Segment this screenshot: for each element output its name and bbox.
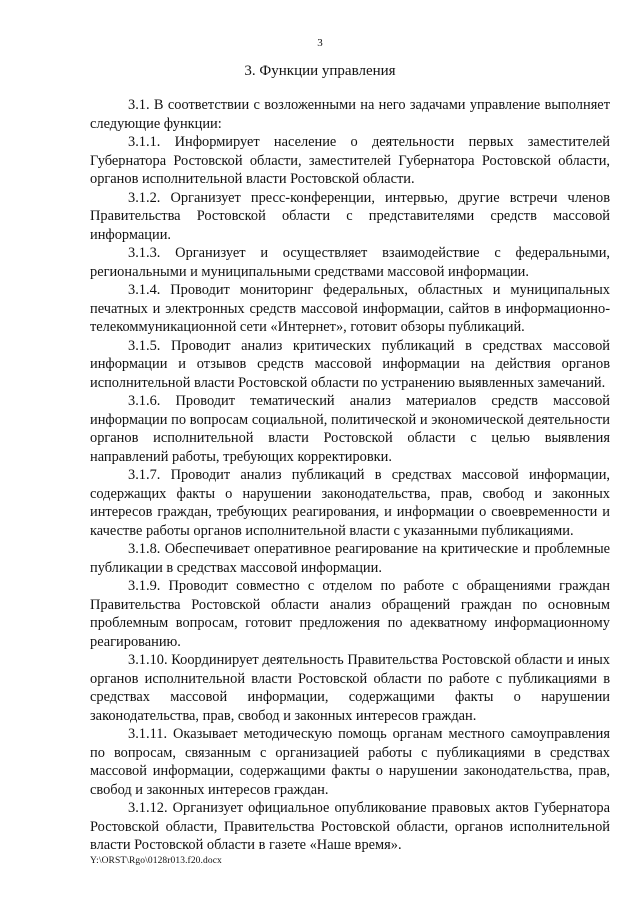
footer-file-path: Y:\ORST\Rgo\0128r013.f20.docx bbox=[90, 856, 222, 866]
section-title: 3. Функции управления bbox=[244, 63, 396, 79]
page-number: 3 bbox=[317, 37, 323, 49]
paragraph-3-1-9: 3.1.9. Проводит совместно с отделом по работе с обращениями граждан Правительства Ростовской области анализ обращений граждан по основным проблемным вопросам, готовит предложения по адекватному информационному реагированию. bbox=[90, 578, 610, 650]
paragraph-3-1-11: 3.1.11. Оказывает методическую помощь органам местного самоуправления по вопросам, связанным с организацией работы с публикациями в средствах массовой информации, содержащими факты о нарушении законодательства, прав, свобод и законных интересов граждан. bbox=[90, 726, 610, 798]
paragraph-3-1-10: 3.1.10. Координирует деятельность Правительства Ростовской области и иных органов исполнительной власти Ростовской области по работе с публикациями в средствах массовой информации, содержащими факты о нарушении законодательства, прав, свобод и законных интересов граждан. bbox=[90, 652, 610, 724]
paragraph-3-1-5: 3.1.5. Проводит анализ критических публикаций в средствах массовой информации и отзывов средств массовой информации на действия органов исполнительной власти Ростовской области по устранению выявленных замечаний. bbox=[90, 337, 610, 391]
paragraph-3-1: 3.1. В соответствии с возложенными на него задачами управление выполняет следующие функции: bbox=[90, 97, 610, 132]
paragraph-3-1-3: 3.1.3. Организует и осуществляет взаимодействие с федеральными, региональными и муниципальными средствами массовой информации. bbox=[90, 245, 610, 280]
paragraph-3-1-8: 3.1.8. Обеспечивает оперативное реагирование на критические и проблемные публикации в средствах массовой информации. bbox=[90, 541, 610, 576]
paragraph-3-1-12: 3.1.12. Организует официальное опубликование правовых актов Губернатора Ростовской области, Правительства Ростовской области, органов исполнительной власти Ростовской области в газете «Наше время». bbox=[90, 800, 610, 853]
paragraph-3-1-2: 3.1.2. Организует пресс-конференции, интервью, другие встречи членов Правительства Ростовской области с представителями средств массовой информации. bbox=[90, 189, 610, 243]
document-body bbox=[90, 96, 610, 855]
paragraph-3-1-6: 3.1.6. Проводит тематический анализ материалов средств массовой информации по вопросам социальной, политической и экономической деятельности органов исполнительной власти Ростовской области с целью выявления направлений работы, требующих корректировки. bbox=[90, 393, 610, 465]
paragraph-3-1-7: 3.1.7. Проводит анализ публикаций в средствах массовой информации, содержащих факты о нарушении законодательства, прав, свобод и законных интересов граждан, требующих реагирования, и информации о своевременности и качестве работы органов исполнительной власти с указанными публикациями. bbox=[90, 467, 610, 539]
paragraph-3-1-4: 3.1.4. Проводит мониторинг федеральных, областных и муниципальных печатных и электронных средств массовой информации, сайтов в информационно-телекоммуникационной сети «Интернет», готовит обзоры публикаций. bbox=[90, 282, 610, 335]
paragraph-3-1-1: 3.1.1. Информирует население о деятельности первых заместителей Губернатора Ростовской области, заместителей Губернатора Ростовской области, органов исполнительной власти Ростовской области. bbox=[90, 134, 610, 187]
